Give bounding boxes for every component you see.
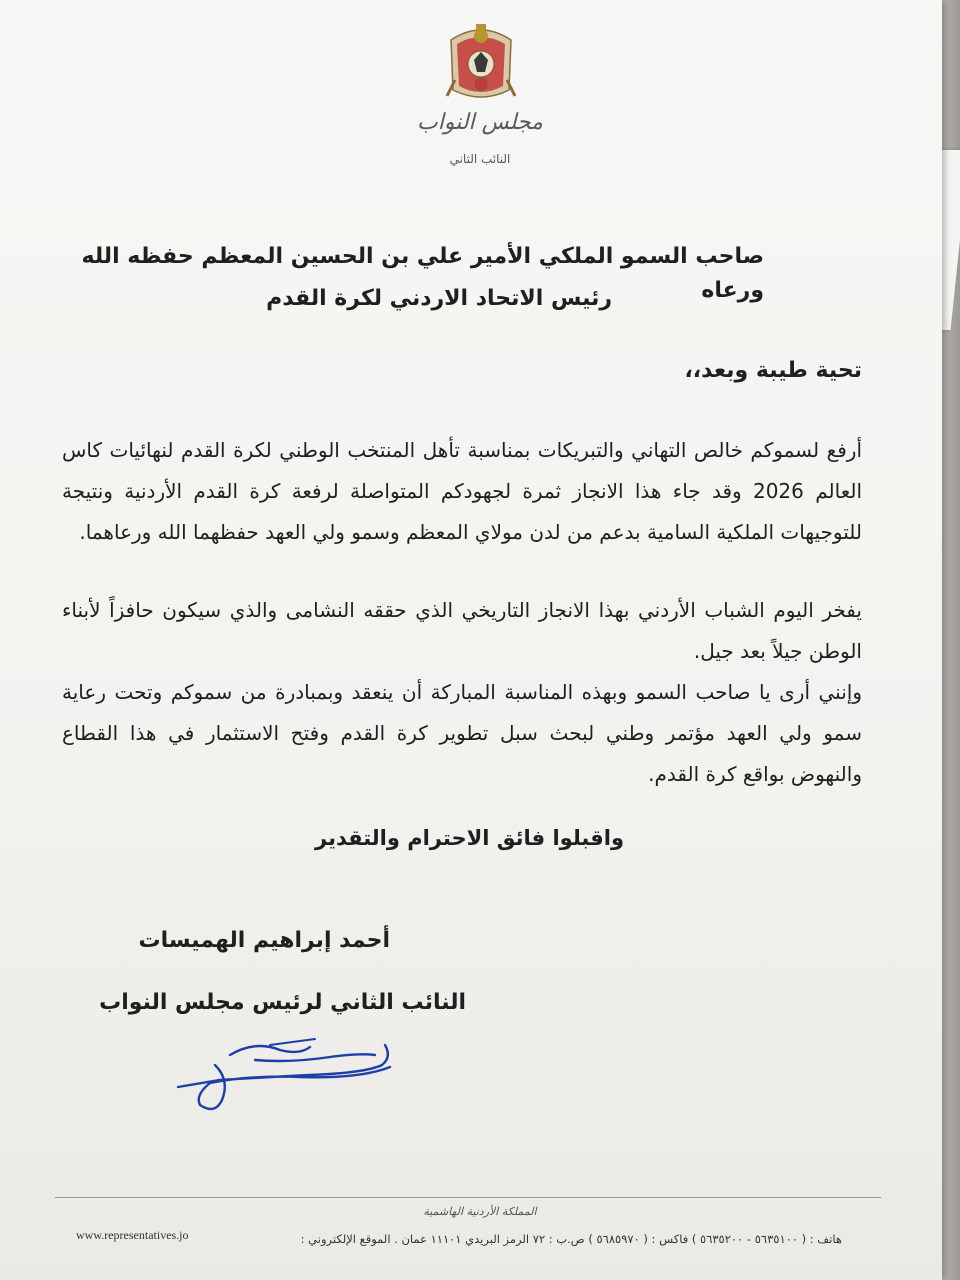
letterhead-office: النائب الثاني [449,152,511,166]
signer-title: النائب الثاني لرئيس مجلس النواب [99,990,466,1015]
body-paragraph: يفخر اليوم الشباب الأردني بهذا الانجاز التاريخي الذي حققه النشامى والذي سيكون حافزاً لأبناء الوطن جيلاً بعد جيل. [62,598,862,663]
closing-line: واقبلوا فائق الاحترام والتقدير [315,826,624,850]
footer-divider [55,1197,881,1198]
signer-name: أحمد إبراهيم الهميسات [138,928,390,953]
jordan-coat-of-arms-icon [443,20,519,106]
greeting: تحية طيبة وبعد،، [684,358,862,383]
addressee-line-1: صاحب السمو الملكي الأمير علي بن الحسين المعظم حفظه الله ورعاه [81,244,764,303]
footer-website-link[interactable]: www.representatives.jo [76,1228,189,1242]
handwritten-signature-icon [160,1025,410,1125]
addressee-line-2: رئيس الاتحاد الاردني لكرة القدم [266,286,612,311]
footer-contact: هاتف : ( ٥٦٣٥١٠٠ - ٥٦٣٥٢٠٠ ) فاكس : ( ٥٦٨٥٩٧٠ ) ص.ب : ٧٢ الرمز البريدي ١١١٠١ عمان . الموقع الإلكتروني : [300,1232,842,1246]
body-paragraph: وإنني أرى يا صاحب السمو وبهذه المناسبة المباركة أن ينعقد وبمبادرة من سموكم وتحت رعاية سمو ولي العهد مؤتمر وطني لبحث سبل تطوير كرة القدم وفتح الاستثمار في هذا القطاع والنهوض بواقع كرة القدم. [62,680,862,786]
footer-kingdom: المملكة الأردنية الهاشمية [423,1205,537,1218]
body-paragraph: أرفع لسموكم خالص التهاني والتبريكات بمناسبة تأهل المنتخب الوطني لكرة القدم لنهائيات كاس العالم 2026 وقد جاء هذا الانجاز ثمرة لجهودكم المتواصلة لرفعة كرة القدم الأردنية ونتيجة للتوجيهات الملكية السامية بدعم من لدن مولاي المعظم وسمو ولي العهد حفظهما الله ورعاهما. [62,438,862,544]
letterhead-council: مجلس النواب [417,110,543,135]
